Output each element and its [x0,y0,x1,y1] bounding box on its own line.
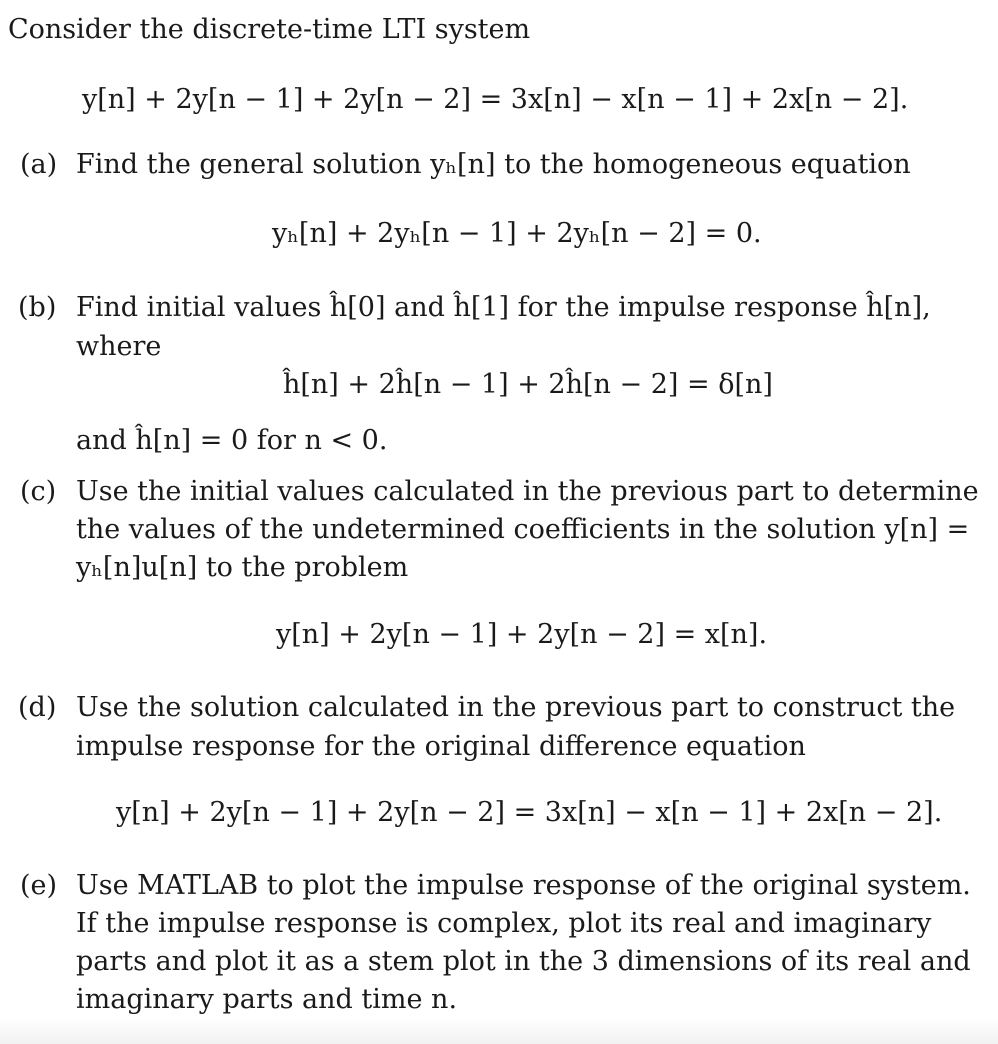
main-equation: y[n] + 2y[n − 1] + 2y[n − 2] = 3x[n] − x[n − 1] + 2x[n − 2]. [82,84,909,115]
part-c-equation: y[n] + 2y[n − 1] + 2y[n − 2] = x[n]. [276,619,768,650]
intro-text: Consider the discrete-time LTI system [8,14,531,45]
part-d-line1: Use the solution calculated in the previous part to construct the [76,692,956,723]
part-b-line1: Find initial values ĥ[0] and ĥ[1] for the impulse response ĥ[n], [76,292,931,323]
part-b-line2: where [76,331,162,362]
part-c-line3: yₕ[n]u[n] to the problem [76,552,409,583]
part-d-label: (d) [18,692,57,723]
part-e-line2: If the impulse response is complex, plot its real and imaginary [76,908,932,939]
part-e-line4: imaginary parts and time n. [76,984,458,1015]
part-d-equation: y[n] + 2y[n − 1] + 2y[n − 2] = 3x[n] − x[n − 1] + 2x[n − 2]. [116,797,943,828]
part-a-text: Find the general solution yₕ[n] to the homogeneous equation [76,149,911,180]
bottom-edge-shade [0,1018,998,1044]
part-d-line2: impulse response for the original difference equation [76,731,806,762]
part-c-line1: Use the initial values calculated in the previous part to determine [76,476,979,507]
part-a-equation: yₕ[n] + 2yₕ[n − 1] + 2yₕ[n − 2] = 0. [272,218,762,249]
part-c-line2: the values of the undetermined coefficients in the solution y[n] = [76,514,970,545]
part-b-equation: ĥ[n] + 2ĥ[n − 1] + 2ĥ[n − 2] = δ[n] [283,369,773,400]
part-a-label: (a) [20,149,58,180]
part-e-line3: parts and plot it as a stem plot in the 3 dimensions of its real and [76,946,971,977]
part-b-label: (b) [18,292,57,323]
part-c-label: (c) [20,476,57,507]
part-e-line1: Use MATLAB to plot the impulse response of the original system. [76,870,971,901]
part-e-label: (e) [20,870,58,901]
part-b-line3: and ĥ[n] = 0 for n < 0. [76,425,388,456]
